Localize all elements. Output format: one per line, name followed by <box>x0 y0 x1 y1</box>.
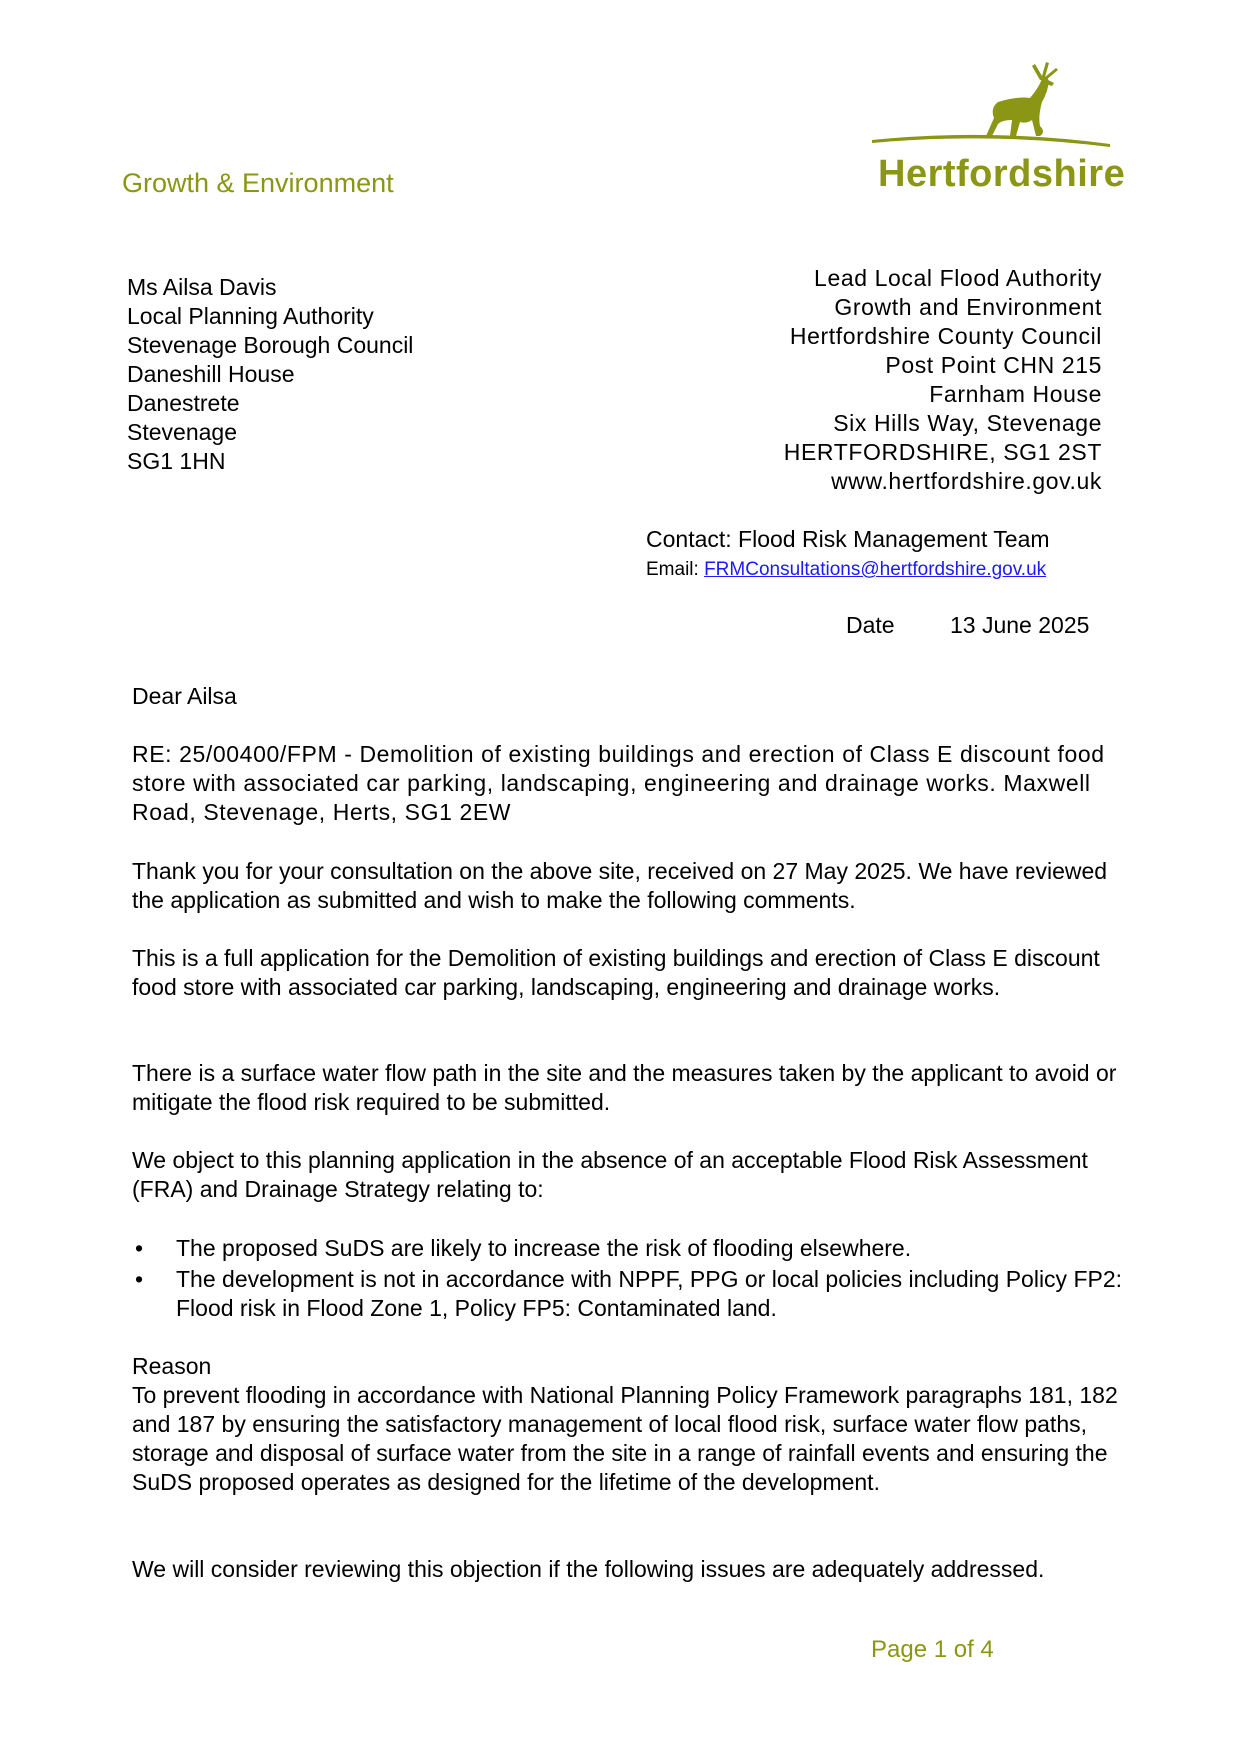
date-label: Date <box>846 612 895 638</box>
reason-heading: Reason <box>132 1353 212 1379</box>
paragraph: This is a full application for the Demolition of existing buildings and erection of Class E discount food store with associated car parking, landscaping, engineering and drainage works. <box>132 945 1100 1000</box>
bullet-icon: • <box>135 1266 144 1292</box>
date-value: 13 June 2025 <box>950 612 1090 638</box>
email-link[interactable]: FRMConsultations@hertfordshire.gov.uk <box>704 559 1047 580</box>
contact-email-row <box>646 555 1046 584</box>
recipient-line: Danestrete <box>127 390 240 416</box>
recipient-line: Daneshill House <box>127 361 295 387</box>
sender-address <box>784 264 1102 496</box>
email-label: Email: <box>646 559 699 580</box>
closing-paragraph: We will consider reviewing this objection if the following issues are adequately addressed. <box>132 1556 1045 1582</box>
department-title: Growth & Environment <box>122 168 394 198</box>
hertfordshire-logo <box>870 58 1126 198</box>
paragraph: Thank you for your consultation on the above site, received on 27 May 2025. We have reviewed the application as submitted and wish to make the following comments. <box>132 858 1108 913</box>
recipient-line: Ms Ailsa Davis <box>127 274 277 300</box>
list-item <box>132 1265 1132 1323</box>
recipient-address <box>127 273 413 476</box>
recipient-line: Stevenage <box>127 419 237 445</box>
letter-date <box>846 611 1089 640</box>
reason-text: To prevent flooding in accordance with National Planning Policy Framework paragraphs 181, 182 and 187 by ensuring the satisfactory management of local flood risk, surface water flow paths, storage and disposal of surface water from the site in a range of rainfall events and ensuring the SuDS proposed operates as designed for the lifetime of the development. <box>132 1382 1118 1495</box>
sender-line: Six Hills Way, Stevenage <box>833 410 1102 436</box>
salutation: Dear Ailsa <box>132 683 237 709</box>
paragraph: We object to this planning application in the absence of an acceptable Flood Risk Assessment (FRA) and Drainage Strategy relating to: <box>132 1147 1088 1202</box>
list-item-text: The proposed SuDS are likely to increase the risk of flooding elsewhere. <box>176 1235 912 1261</box>
sender-line: Growth and Environment <box>834 294 1102 320</box>
recipient-line: Local Planning Authority <box>127 303 374 329</box>
recipient-line: Stevenage Borough Council <box>127 332 414 358</box>
sender-line: Farnham House <box>929 381 1102 407</box>
stag-icon <box>870 58 1115 158</box>
objection-list <box>132 1234 1132 1325</box>
sender-line: HERTFORDSHIRE, SG1 2ST <box>783 439 1102 465</box>
recipient-line: SG1 1HN <box>127 448 226 474</box>
sender-line: Hertfordshire County Council <box>789 323 1102 349</box>
sender-line: Lead Local Flood Authority <box>814 265 1102 291</box>
sender-line[interactable]: www.hertfordshire.gov.uk <box>831 468 1102 494</box>
bullet-icon: • <box>135 1235 144 1261</box>
logo-wordmark: Hertfordshire <box>878 153 1126 195</box>
page-number: Page 1 of 4 <box>871 1636 994 1663</box>
list-item <box>132 1234 1132 1263</box>
paragraph: There is a surface water flow path in the site and the measures taken by the applicant to avoid or mitigate the flood risk required to be submitted. <box>132 1060 1117 1115</box>
subject-line: RE: 25/00400/FPM - Demolition of existing buildings and erection of Class E discount food store with associated car parking, landscaping, engineering and drainage works. Maxwell Road, Stevenage, Herts, SG1 2EW <box>132 741 1105 825</box>
list-item-text: The development is not in accordance with NPPF, PPG or local policies including Policy FP2: Flood risk in Flood Zone 1, Policy FP5: Contaminated land. <box>176 1266 1123 1321</box>
contact-team: Contact: Flood Risk Management Team <box>646 526 1050 552</box>
sender-line: Post Point CHN 215 <box>885 352 1102 378</box>
